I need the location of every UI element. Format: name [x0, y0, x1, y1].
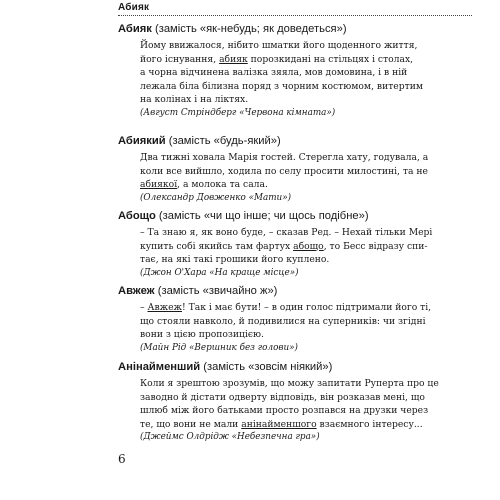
entry-gloss: (замість «як-небудь; як доведеться»): [154, 23, 347, 35]
highlighted-word: Авжеж: [147, 302, 182, 313]
quote-line: абиякої, а молока та сала.: [140, 179, 268, 191]
entry-term: Абощо: [118, 210, 156, 222]
quote-line: Два тижні ховала Марія гостей. Стерегла хату, годувала, а: [140, 152, 429, 163]
entry-gloss: (замість «зовсім ніякий»): [203, 361, 333, 373]
highlighted-word: абиякої: [140, 179, 178, 191]
entry-source: (Майн Рід «Вершник без голови»): [140, 342, 298, 353]
entry-headline: [118, 134, 474, 148]
entry: [118, 284, 474, 355]
entry-headline: [118, 22, 474, 36]
entry-source: (Джон О'Хара «На краще місце»): [140, 267, 299, 278]
entry-quote: [140, 226, 474, 267]
entry-gloss: (замість «звичайно ж»): [157, 285, 278, 297]
quote-line: Йому ввижалося, нібито шматки його щоденного життя,: [140, 40, 418, 51]
highlighted-word: анінайменшого: [241, 418, 317, 430]
entry-term: Анінайменший: [118, 361, 201, 373]
quote-line: а чорна відчинена валізка зяяла, мов домовина, і в ній: [140, 67, 408, 79]
quote-line: купить собі якийсь там фартух абощо, то Бесс відразу спи-: [140, 240, 428, 252]
quote-line: тає, на які такі грошики його куплено.: [140, 254, 330, 266]
highlighted-word: абощо: [293, 240, 324, 252]
entry-source: (Джеймс Олдрідж «Небезпечна гра»): [140, 432, 320, 443]
entry-headline: [118, 209, 474, 223]
entry-quote: [140, 377, 474, 431]
entry-headline: [118, 360, 474, 374]
quote-line: те, що вони не мали анінайменшого взаємного інтересу...: [140, 418, 423, 430]
quote-line: на колінах і на ліктях.: [140, 94, 249, 106]
quote-line: – Та знаю я, як воно буде, – сказав Ред. – Нехай тільки Мері: [140, 227, 433, 238]
entry-gloss: (замість «будь-який»): [168, 135, 281, 147]
entry-quote: [140, 301, 474, 342]
quote-line: шлюб між його батьками просто розпався на друзки через: [140, 405, 429, 417]
entry-gloss: (замість «чи що інше; чи щось подібне»): [158, 210, 369, 222]
running-head: Абияк: [118, 2, 150, 13]
quote-line: заводно й дістати одверту відповідь, він розказав мені, що: [140, 391, 425, 403]
entry: [118, 134, 474, 205]
quote-line: коли все вийшло, ходила по селу просити милостині, та не: [140, 165, 428, 177]
entry: [118, 360, 474, 444]
quote-line: – Авжеж! Так і має бути! – в один голос підтримали його ті,: [140, 302, 432, 313]
quote-line: вони з цією пропозицією.: [140, 329, 264, 341]
entry: [118, 22, 474, 120]
quote-line: його існування, абияк порозкидані на стільцях і столах,: [140, 53, 414, 65]
entry-source: (Август Стріндберг «Червона кімната»): [140, 107, 336, 118]
entry-headline: [118, 284, 474, 298]
entry-quote: [140, 151, 474, 192]
entry-source: (Олександр Довженко «Мати»): [140, 192, 292, 203]
page-number: 6: [118, 452, 126, 466]
highlighted-word: абияк: [219, 53, 248, 65]
entry-quote: [140, 39, 474, 107]
running-head-rule: [118, 15, 472, 16]
entry-term: Абияк: [118, 23, 152, 35]
entry: [118, 209, 474, 280]
quote-line: лежала біла білизна поряд з чорним костюмом, витертим: [140, 80, 423, 92]
entry-term: Абиякий: [118, 135, 166, 147]
entry-term: Авжеж: [118, 285, 155, 297]
quote-line: що стояли навколо, й подивилися на суперників: чи згідні: [140, 315, 426, 327]
quote-line: Коли я зрештою зрозумів, що можу запитати Руперта про це: [140, 378, 439, 389]
